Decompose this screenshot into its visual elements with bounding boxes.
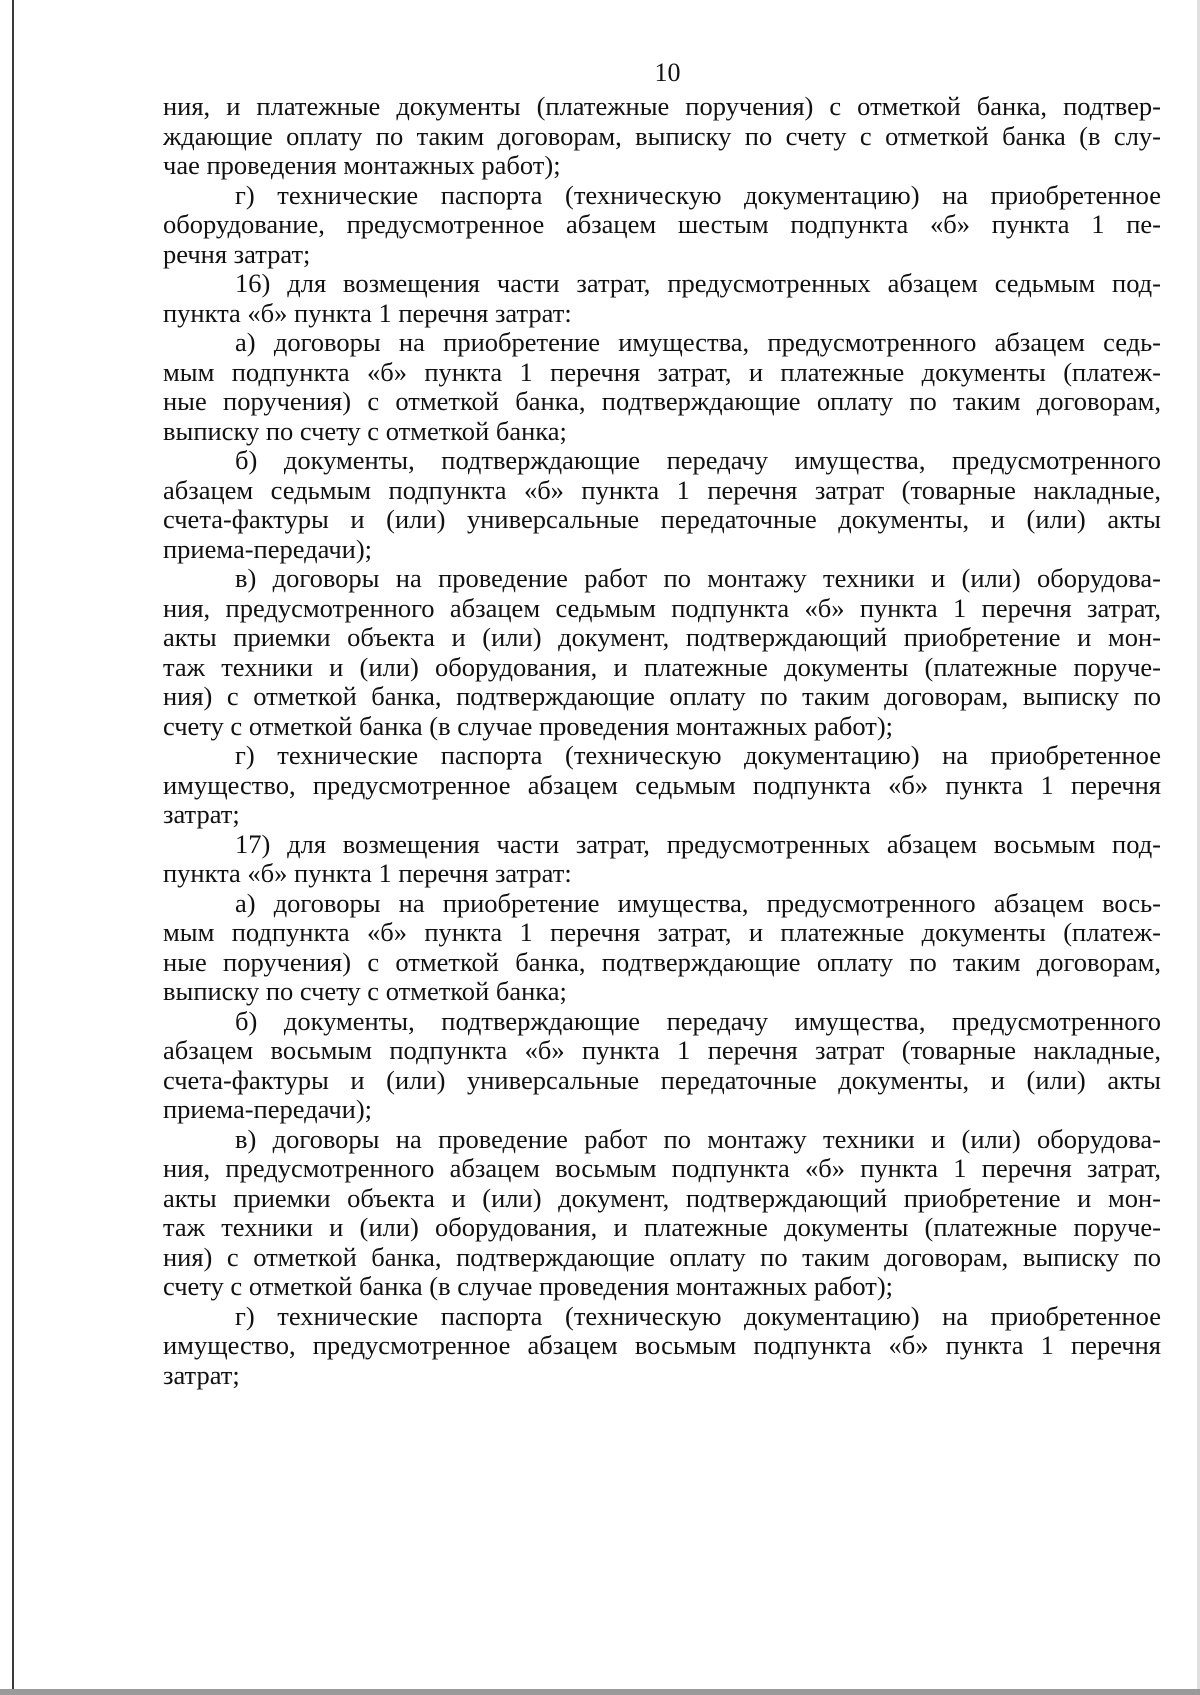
text-line: ные поручения) с отметкой банка, подтверждающие оплату по таким договорам, bbox=[163, 946, 1161, 977]
text-line: г) технические паспорта (техническую документацию) на приобретенное bbox=[235, 179, 1161, 210]
text-line: в) договоры на проведение работ по монтажу техники и (или) оборудова- bbox=[235, 1123, 1161, 1154]
text-line: ния) с отметкой банка, подтверждающие оплату по таким договорам, выписку по bbox=[163, 1241, 1161, 1272]
text-line: абзацем восьмым подпункта «б» пункта 1 перечня затрат (товарные накладные, bbox=[163, 1035, 1161, 1065]
scan-left-edge bbox=[12, 0, 14, 1695]
text-line: 17) для возмещения части затрат, предусмотренных абзацем восьмым под- bbox=[235, 828, 1161, 859]
text-line: счету с отметкой банка (в случае проведения монтажных работ); bbox=[163, 1271, 894, 1301]
text-line: ния, и платежные документы (платежные поручения) с отметкой банка, подтвер- bbox=[163, 91, 1161, 121]
text-line: 16) для возмещения части затрат, предусмотренных абзацем седьмым под- bbox=[235, 268, 1161, 298]
text-line: затрат; bbox=[163, 1359, 240, 1390]
text-line: счету с отметкой банка (в случае проведения монтажных работ); bbox=[163, 710, 894, 741]
text-line: имущество, предусмотренное абзацем восьмым подпункта «б» пункта 1 перечня bbox=[163, 1330, 1161, 1360]
text-line: пункта «б» пункта 1 перечня затрат: bbox=[163, 297, 572, 328]
text-line: б) документы, подтверждающие передачу имущества, предусмотренного bbox=[235, 1005, 1161, 1036]
text-line: речня затрат; bbox=[163, 238, 311, 269]
text-line: выписку по счету с отметкой банка; bbox=[163, 976, 567, 1006]
text-line: акты приемки объекта и (или) документ, подтверждающий приобретение и мон- bbox=[163, 622, 1161, 652]
text-line: затрат; bbox=[163, 799, 240, 829]
text-line: б) документы, подтверждающие передачу имущества, предусмотренного bbox=[235, 445, 1161, 475]
text-line: чае проведения монтажных работ); bbox=[163, 150, 561, 180]
text-line: ные поручения) с отметкой банка, подтверждающие оплату по таким договорам, bbox=[163, 386, 1161, 416]
text-line: счета-фактуры и (или) универсальные передаточные документы, и (или) акты bbox=[163, 1064, 1161, 1095]
text-line: а) договоры на приобретение имущества, предусмотренного абзацем седь- bbox=[235, 327, 1161, 357]
text-line: таж техники и (или) оборудования, и платежные документы (платежные поруче- bbox=[163, 651, 1161, 682]
text-line: ния, предусмотренного абзацем восьмым подпункта «б» пункта 1 перечня затрат, bbox=[163, 1153, 1161, 1183]
text-line: мым подпункта «б» пункта 1 перечня затрат, и платежные документы (платеж- bbox=[163, 917, 1161, 947]
text-line: г) технические паспорта (техническую документацию) на приобретенное bbox=[235, 740, 1161, 770]
text-line: абзацем седьмым подпункта «б» пункта 1 перечня затрат (товарные накладные, bbox=[163, 474, 1161, 505]
text-line: г) технические паспорта (техническую документацию) на приобретенное bbox=[235, 1300, 1161, 1331]
text-line: акты приемки объекта и (или) документ, подтверждающий приобретение и мон- bbox=[163, 1182, 1161, 1213]
text-line: таж техники и (или) оборудования, и платежные документы (платежные поруче- bbox=[163, 1212, 1161, 1242]
text-line: пункта «б» пункта 1 перечня затрат: bbox=[163, 858, 572, 888]
text-line: имущество, предусмотренное абзацем седьмым подпункта «б» пункта 1 перечня bbox=[163, 769, 1161, 800]
text-line: а) договоры на приобретение имущества, предусмотренного абзацем вось- bbox=[235, 887, 1161, 918]
text-line: ния, предусмотренного абзацем седьмым подпункта «б» пункта 1 перечня затрат, bbox=[163, 592, 1161, 623]
text-line: в) договоры на проведение работ по монтажу техники и (или) оборудова- bbox=[235, 563, 1161, 593]
text-line: ждающие оплату по таким договорам, выписку по счету с отметкой банка (в слу- bbox=[163, 120, 1161, 151]
document-body bbox=[163, 92, 1161, 1390]
text-line: выписку по счету с отметкой банка; bbox=[163, 415, 567, 446]
text-line: приема-передачи); bbox=[163, 533, 373, 564]
text-line: оборудование, предусмотренное абзацем шестым подпункта «б» пункта 1 пе- bbox=[163, 209, 1161, 239]
page-number: 10 bbox=[654, 58, 681, 87]
text-line: приема-передачи); bbox=[163, 1094, 373, 1124]
text-line: мым подпункта «б» пункта 1 перечня затрат, и платежные документы (платеж- bbox=[163, 356, 1161, 387]
text-line: счета-фактуры и (или) универсальные передаточные документы, и (или) акты bbox=[163, 504, 1161, 534]
scan-bottom-edge bbox=[0, 1689, 1200, 1695]
text-line: ния) с отметкой банка, подтверждающие оплату по таким договорам, выписку по bbox=[163, 681, 1161, 711]
